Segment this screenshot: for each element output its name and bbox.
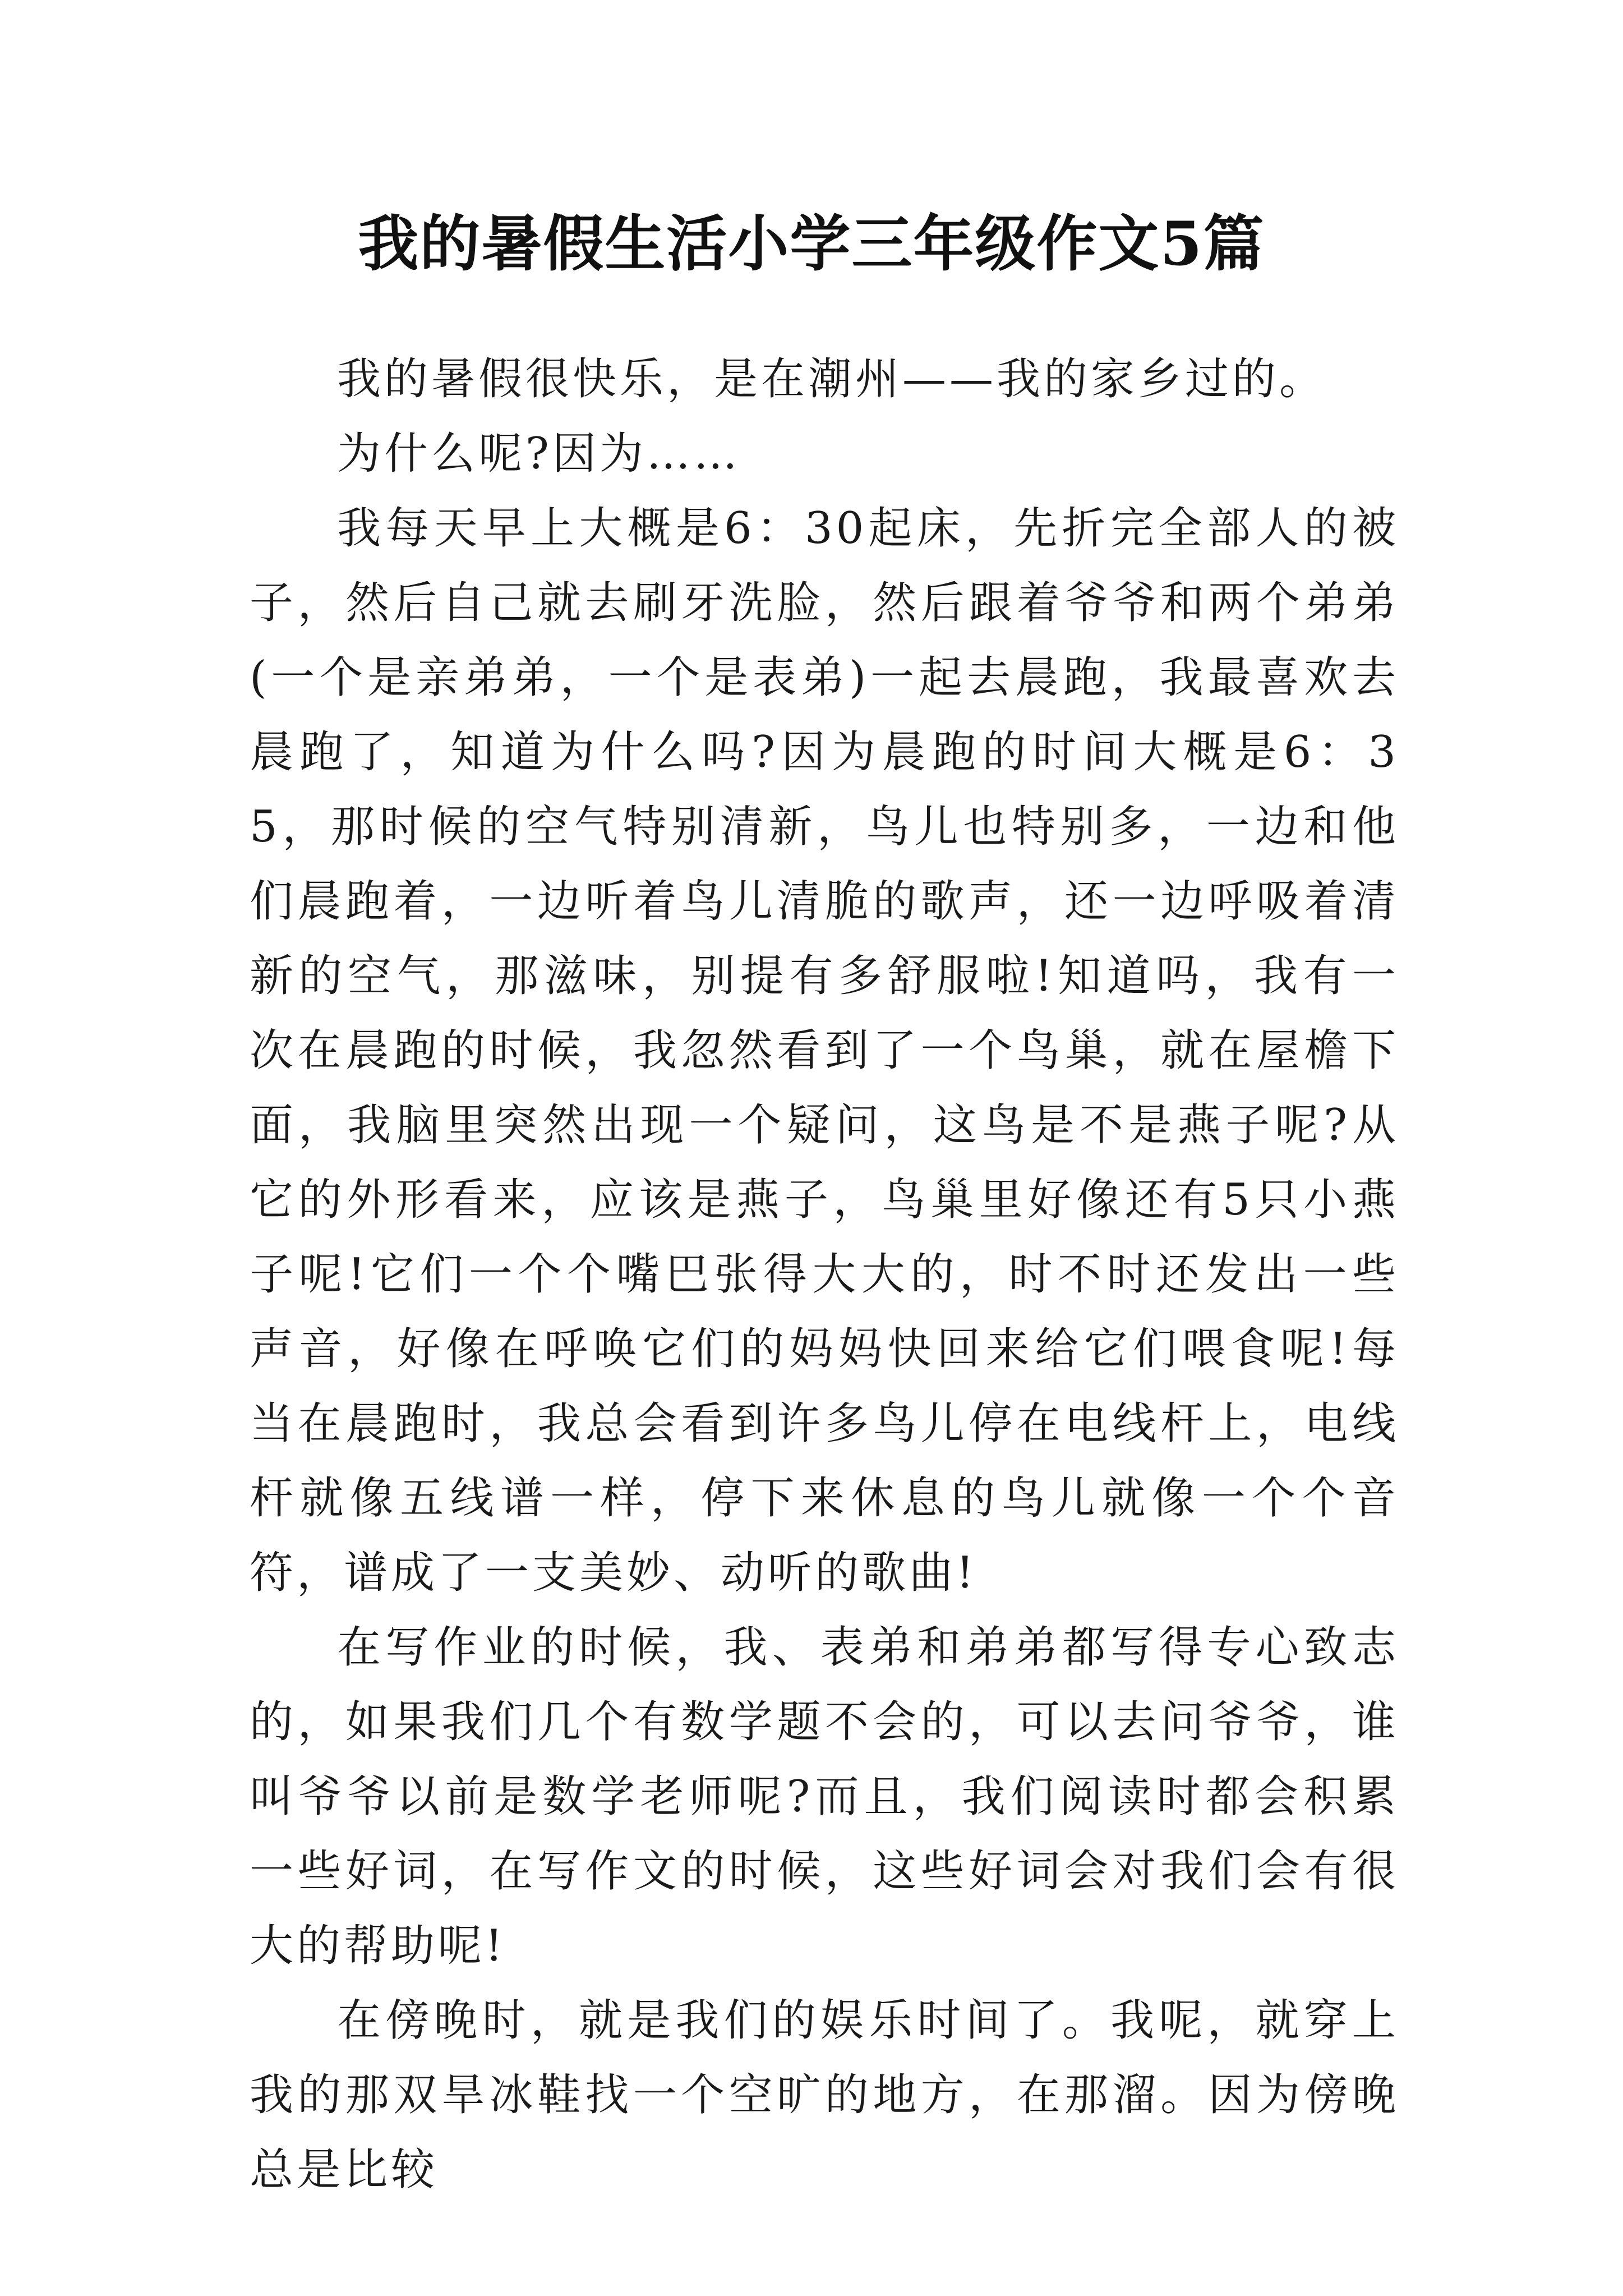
paragraph-homework: 在写作业的时候，我、表弟和弟弟都写得专心致志的，如果我们几个有数学题不会的，可以去问爷爷，谁叫爷爷以前是数学老师呢?而且，我们阅读时都会积累一些好词，在写作文的时候，这些好词会对我们会有很大的帮助呢! xyxy=(250,1622,1399,1971)
paragraph-morning-run: 我每天早上大概是6：30起床，先折完全部人的被子，然后自己就去刷牙洗脸，然后跟着爷爷和两个弟弟(一个是亲弟弟，一个是表弟)一起去晨跑，我最喜欢去晨跑了，知道为什么吗?因为晨跑的时间大概是6：35，那时候的空气特别清新，鸟儿也特别多，一边和他们晨跑着，一边听着鸟儿清脆的歌声，还一边呼吸着清新的空气，那滋味，别提有多舒服啦!知道吗，我有一次在晨跑的时候，我忽然看到了一个鸟巢，就在屋檐下面，我脑里突然出现一个疑问，这鸟是不是燕子呢?从它的外形看来，应该是燕子，鸟巢里好像还有5只小燕子呢!它们一个个嘴巴张得大大的，时不时还发出一些声音，好像在呼唤它们的妈妈快回来给它们喂食呢!每当在晨跑时，我总会看到许多鸟儿停在电线杆上，电线杆就像五线谱一样，停下来休息的鸟儿就像一个个音符，谱成了一支美妙、动听的歌曲! xyxy=(250,503,1399,1598)
paragraph-intro: 我的暑假很快乐，是在潮州——我的家乡过的。 xyxy=(337,354,1327,404)
document-title: 我的暑假生活小学三年级作文5篇 xyxy=(358,209,1265,279)
paragraph-question: 为什么呢?因为…… xyxy=(337,429,741,479)
paragraph-evening: 在傍晚时，就是我们的娱乐时间了。我呢，就穿上我的那双旱冰鞋找一个空旷的地方，在那溜。因为傍晚总是比较 xyxy=(250,1995,1399,2195)
document-body xyxy=(250,342,1399,2207)
